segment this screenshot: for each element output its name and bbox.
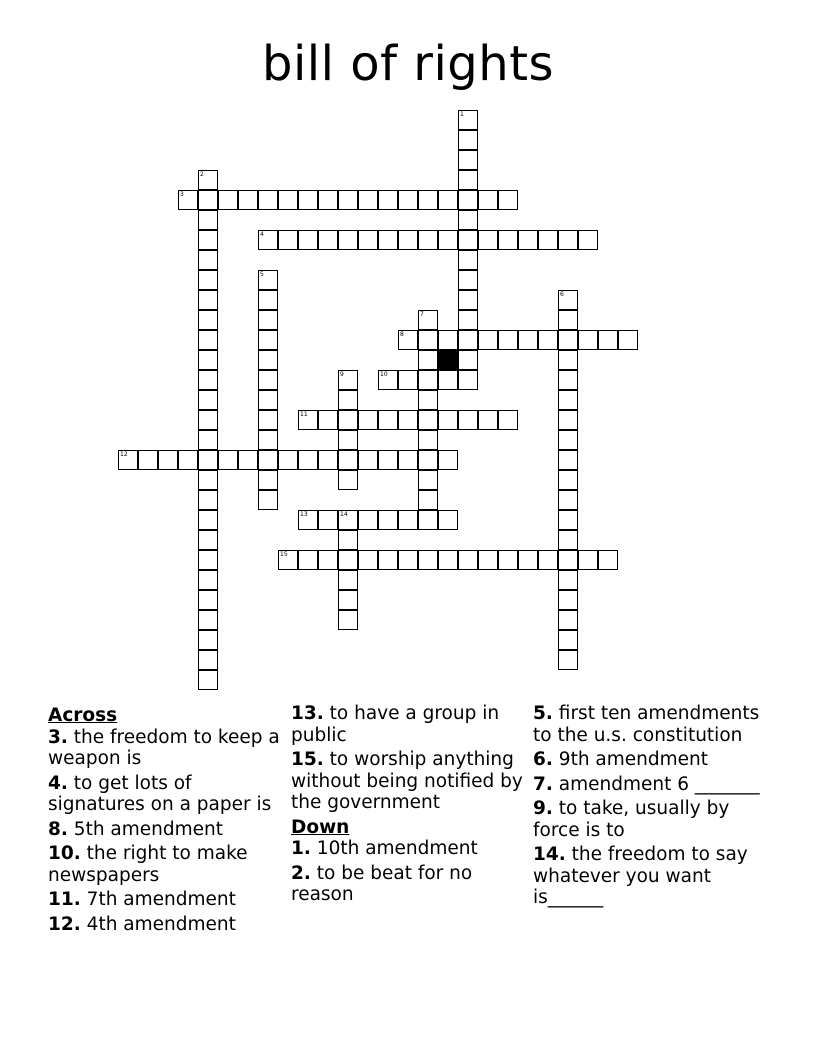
grid-cell[interactable]: [358, 190, 378, 210]
grid-cell[interactable]: [458, 190, 478, 210]
clue-across-4: 4. to get lots of signatures on a paper is: [48, 772, 272, 815]
grid-cell[interactable]: [558, 330, 578, 350]
grid-cell[interactable]: [198, 590, 218, 610]
grid-cell[interactable]: [258, 450, 278, 470]
grid-cell[interactable]: [558, 410, 578, 430]
grid-cell[interactable]: [338, 590, 358, 610]
grid-cell[interactable]: [258, 410, 278, 430]
grid-cell[interactable]: [598, 330, 618, 350]
grid-cell[interactable]: [498, 190, 518, 210]
grid-cell[interactable]: [378, 230, 398, 250]
grid-cell[interactable]: [418, 490, 438, 510]
clue-across-13: 13. to have a group in public: [291, 703, 500, 746]
grid-cell[interactable]: [418, 230, 438, 250]
grid-cell[interactable]: [398, 450, 418, 470]
black-square: [438, 350, 458, 370]
grid-cell[interactable]: [558, 510, 578, 530]
grid-cell[interactable]: [558, 290, 578, 310]
grid-cell[interactable]: [338, 570, 358, 590]
grid-cell[interactable]: [318, 230, 338, 250]
grid-cell[interactable]: [558, 590, 578, 610]
clue-across-3: 3. the freedom to keep a weapon is: [48, 726, 280, 769]
grid-cell[interactable]: [578, 230, 598, 250]
grid-cell[interactable]: [438, 510, 458, 530]
grid-cell[interactable]: [198, 290, 218, 310]
grid-cell[interactable]: [558, 490, 578, 510]
cell-number: 12: [120, 451, 128, 458]
grid-cell[interactable]: [138, 450, 158, 470]
grid-cell[interactable]: [278, 190, 298, 210]
grid-cell[interactable]: [198, 570, 218, 590]
grid-cell[interactable]: [558, 550, 578, 570]
grid-cell[interactable]: [198, 330, 218, 350]
grid-cell[interactable]: [338, 470, 358, 490]
clue-across-15: 15. to worship anything without being notified by the government: [291, 749, 523, 813]
cell-number: 11: [300, 411, 308, 418]
grid-cell[interactable]: [198, 410, 218, 430]
grid-cell[interactable]: [558, 230, 578, 250]
grid-cell[interactable]: [438, 190, 458, 210]
grid-cell[interactable]: [198, 650, 218, 670]
cell-number: 10: [380, 371, 388, 378]
grid-cell[interactable]: [418, 410, 438, 430]
grid-cell[interactable]: [198, 230, 218, 250]
clues-column-1: [48, 703, 288, 938]
grid-cell[interactable]: [418, 390, 438, 410]
grid-cell[interactable]: [258, 350, 278, 370]
grid-cell[interactable]: [258, 310, 278, 330]
grid-cell[interactable]: [418, 450, 438, 470]
grid-cell[interactable]: [338, 510, 358, 530]
grid-cell[interactable]: [398, 330, 418, 350]
grid-cell[interactable]: [418, 330, 438, 350]
grid-cell[interactable]: [358, 230, 378, 250]
grid-cell[interactable]: [558, 610, 578, 630]
clue-down-14: 14. the freedom to say whatever you want is______: [533, 844, 748, 908]
grid-cell[interactable]: [298, 510, 318, 530]
grid-cell[interactable]: [198, 310, 218, 330]
grid-cell[interactable]: [478, 330, 498, 350]
grid-cell[interactable]: [278, 550, 298, 570]
grid-cell[interactable]: [538, 550, 558, 570]
grid-cell[interactable]: [198, 210, 218, 230]
grid-cell[interactable]: [418, 510, 438, 530]
grid-cell[interactable]: [458, 230, 478, 250]
grid-cell[interactable]: [358, 510, 378, 530]
puzzle-title: bill of rights: [261, 36, 555, 92]
grid-cell[interactable]: [338, 610, 358, 630]
grid-cell[interactable]: [458, 370, 478, 390]
grid-cell[interactable]: [458, 330, 478, 350]
grid-cell[interactable]: [378, 550, 398, 570]
grid-cell[interactable]: [258, 390, 278, 410]
grid-cell[interactable]: [618, 330, 638, 350]
cell-number: 4: [260, 231, 264, 238]
grid-cell[interactable]: [338, 430, 358, 450]
grid-cell[interactable]: [258, 430, 278, 450]
grid-cell[interactable]: [518, 550, 538, 570]
clues-column-3: [533, 703, 773, 912]
grid-cell[interactable]: [438, 550, 458, 570]
grid-cell[interactable]: [458, 150, 478, 170]
grid-cell[interactable]: [438, 230, 458, 250]
grid-cell[interactable]: [198, 190, 218, 210]
clue-across-12: 12. 4th amendment: [48, 913, 236, 935]
grid-cell[interactable]: [418, 190, 438, 210]
grid-cell[interactable]: [198, 250, 218, 270]
clue-across-10: 10. the right to make newspapers: [48, 843, 248, 886]
grid-cell[interactable]: [378, 510, 398, 530]
grid-cell[interactable]: [338, 550, 358, 570]
grid-cell[interactable]: [238, 190, 258, 210]
grid-cell[interactable]: [558, 470, 578, 490]
grid-cell[interactable]: [558, 650, 578, 670]
grid-cell[interactable]: [418, 370, 438, 390]
grid-cell[interactable]: [478, 550, 498, 570]
grid-cell[interactable]: [378, 370, 398, 390]
cell-number: 14: [340, 511, 348, 518]
grid-cell[interactable]: [438, 330, 458, 350]
grid-cell[interactable]: [338, 450, 358, 470]
grid-cell[interactable]: [478, 410, 498, 430]
grid-cell[interactable]: [338, 410, 358, 430]
grid-cell[interactable]: [198, 350, 218, 370]
grid-cell[interactable]: [538, 330, 558, 350]
clue-across-8: 8. 5th amendment: [48, 818, 224, 840]
clue-down-5: 5. first ten amendments to the u.s. constitution: [533, 703, 760, 746]
grid-cell[interactable]: [298, 230, 318, 250]
grid-cell[interactable]: [338, 390, 358, 410]
cell-number: 8: [400, 331, 404, 338]
grid-cell[interactable]: [318, 190, 338, 210]
grid-cell[interactable]: [418, 350, 438, 370]
grid-cell[interactable]: [318, 550, 338, 570]
grid-cell[interactable]: [478, 190, 498, 210]
grid-cell[interactable]: [198, 270, 218, 290]
grid-cell[interactable]: [258, 370, 278, 390]
grid-cell[interactable]: [518, 330, 538, 350]
grid-cell[interactable]: [198, 670, 218, 690]
cell-number: 2: [200, 171, 204, 178]
grid-cell[interactable]: [118, 450, 138, 470]
grid-cell[interactable]: [258, 190, 278, 210]
clue-down-2: 2. to be beat for no reason: [291, 862, 473, 905]
grid-cell[interactable]: [198, 370, 218, 390]
grid-cell[interactable]: [498, 410, 518, 430]
grid-cell[interactable]: [598, 550, 618, 570]
grid-cell[interactable]: [318, 410, 338, 430]
grid-cell[interactable]: [418, 310, 438, 330]
grid-cell[interactable]: [458, 290, 478, 310]
grid-cell[interactable]: [338, 530, 358, 550]
cell-number: 9: [340, 371, 344, 378]
grid-cell[interactable]: [458, 130, 478, 150]
clues-column-2: [291, 703, 531, 909]
cell-number: 13: [300, 511, 308, 518]
down-heading: Down: [291, 816, 350, 838]
grid-cell[interactable]: [198, 390, 218, 410]
grid-cell[interactable]: [558, 430, 578, 450]
grid-cell[interactable]: [578, 550, 598, 570]
grid-cell[interactable]: [398, 550, 418, 570]
grid-cell[interactable]: [198, 630, 218, 650]
grid-cell[interactable]: [358, 550, 378, 570]
grid-cell[interactable]: [238, 450, 258, 470]
grid-cell[interactable]: [398, 410, 418, 430]
grid-cell[interactable]: [558, 350, 578, 370]
grid-cell[interactable]: [398, 230, 418, 250]
grid-cell[interactable]: [258, 330, 278, 350]
grid-cell[interactable]: [198, 450, 218, 470]
grid-cell[interactable]: [358, 450, 378, 470]
grid-cell[interactable]: [198, 170, 218, 190]
grid-cell[interactable]: [198, 490, 218, 510]
clue-across-11: 11. 7th amendment: [48, 889, 236, 910]
clue-down-7: 7. amendment 6 _______: [533, 773, 760, 795]
grid-cell[interactable]: [558, 450, 578, 470]
grid-cell[interactable]: [458, 270, 478, 290]
grid-cell[interactable]: [318, 510, 338, 530]
grid-cell[interactable]: [258, 490, 278, 510]
grid-cell[interactable]: [558, 530, 578, 550]
grid-cell[interactable]: [398, 510, 418, 530]
grid-cell[interactable]: [158, 450, 178, 470]
cell-number: 3: [180, 191, 184, 198]
clue-down-9: 9. to take, usually by force is to: [533, 798, 730, 841]
cell-number: 15: [280, 551, 288, 558]
grid-cell[interactable]: [198, 470, 218, 490]
grid-cell[interactable]: [398, 370, 418, 390]
grid-cell[interactable]: [278, 450, 298, 470]
grid-cell[interactable]: [538, 230, 558, 250]
grid-cell[interactable]: [358, 410, 378, 430]
grid-cell[interactable]: [558, 630, 578, 650]
grid-cell[interactable]: [458, 310, 478, 330]
grid-cell[interactable]: [458, 210, 478, 230]
grid-cell[interactable]: [218, 450, 238, 470]
grid-cell[interactable]: [498, 330, 518, 350]
grid-cell[interactable]: [558, 310, 578, 330]
grid-cell[interactable]: [178, 190, 198, 210]
grid-cell[interactable]: [258, 230, 278, 250]
clue-down-6: 6. 9th amendment: [533, 749, 709, 770]
grid-cell[interactable]: [478, 230, 498, 250]
grid-cell[interactable]: [498, 230, 518, 250]
grid-cell[interactable]: [458, 410, 478, 430]
grid-cell[interactable]: [318, 450, 338, 470]
grid-cell[interactable]: [298, 410, 318, 430]
grid-cell[interactable]: [378, 190, 398, 210]
grid-cell[interactable]: [558, 370, 578, 390]
grid-cell[interactable]: [278, 230, 298, 250]
cell-number: 7: [420, 311, 424, 318]
grid-cell[interactable]: [578, 330, 598, 350]
cell-number: 1: [460, 111, 464, 118]
grid-cell[interactable]: [338, 190, 358, 210]
grid-cell[interactable]: [558, 570, 578, 590]
grid-cell[interactable]: [298, 550, 318, 570]
grid-cell[interactable]: [258, 290, 278, 310]
grid-cell[interactable]: [458, 350, 478, 370]
grid-cell[interactable]: [298, 450, 318, 470]
grid-cell[interactable]: [418, 550, 438, 570]
grid-cell[interactable]: [258, 470, 278, 490]
clue-down-1: 1. 10th amendment: [291, 838, 478, 859]
grid-cell[interactable]: [198, 530, 218, 550]
cell-number: 6: [560, 291, 564, 298]
grid-cell[interactable]: [458, 170, 478, 190]
across-heading: Across: [48, 705, 118, 726]
grid-cell[interactable]: [178, 450, 198, 470]
grid-cell[interactable]: [338, 370, 358, 390]
grid-cell[interactable]: [198, 430, 218, 450]
grid-cell[interactable]: [518, 230, 538, 250]
grid-cell[interactable]: [438, 410, 458, 430]
grid-cell[interactable]: [378, 410, 398, 430]
grid-cell[interactable]: [378, 450, 398, 470]
grid-cell[interactable]: [398, 190, 418, 210]
grid-cell[interactable]: [258, 270, 278, 290]
grid-cell[interactable]: [498, 550, 518, 570]
grid-cell[interactable]: [218, 190, 238, 210]
grid-cell[interactable]: [458, 110, 478, 130]
grid-cell[interactable]: [438, 450, 458, 470]
grid-cell[interactable]: [558, 390, 578, 410]
grid-cell[interactable]: [458, 550, 478, 570]
grid-cell[interactable]: [418, 470, 438, 490]
grid-cell[interactable]: [458, 250, 478, 270]
grid-cell[interactable]: [198, 510, 218, 530]
grid-cell[interactable]: [198, 610, 218, 630]
grid-cell[interactable]: [438, 370, 458, 390]
cell-number: 5: [260, 271, 264, 278]
grid-cell[interactable]: [338, 230, 358, 250]
grid-cell[interactable]: [418, 430, 438, 450]
grid-cell[interactable]: [198, 550, 218, 570]
grid-cell[interactable]: [298, 190, 318, 210]
